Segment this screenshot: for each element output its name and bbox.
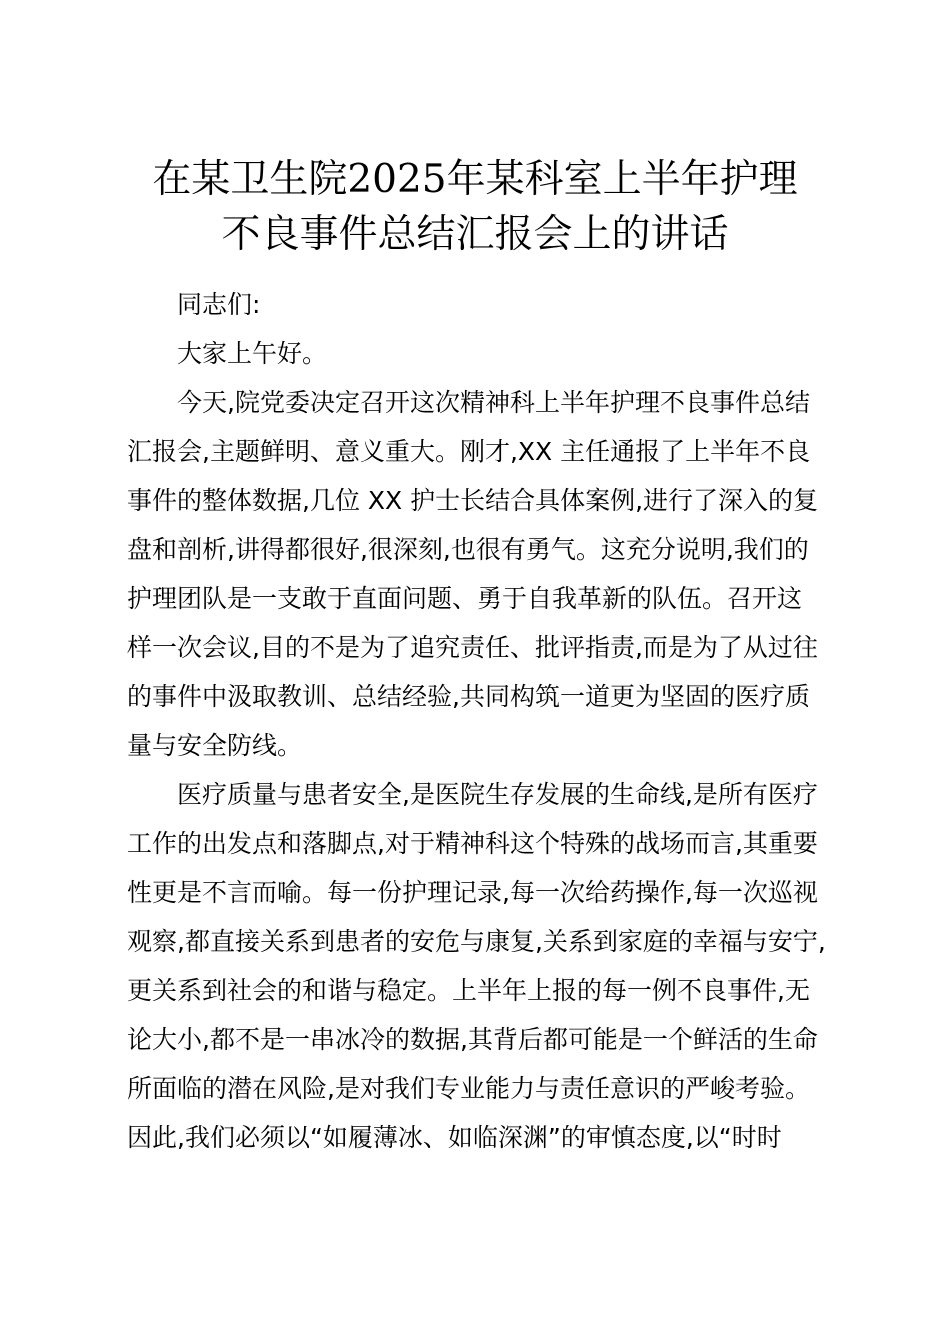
- paragraph-1-line-7: 的事件中汲取教训、总结经验,共同构筑一道更为坚固的医疗质: [127, 682, 810, 711]
- paragraph-2-line-5: 更关系到社会的和谐与稳定。上半年上报的每一例不良事件,无: [127, 976, 810, 1005]
- paragraph-1-line-2: 汇报会,主题鲜明、意义重大。刚才,XX 主任通报了上半年不良: [127, 437, 811, 466]
- paragraph-1-line-6: 样一次会议,目的不是为了追究责任、批评指责,而是为了从过往: [127, 633, 818, 662]
- paragraph-1-line-3: 事件的整体数据,几位 XX 护士长结合具体案例,进行了深入的复: [127, 486, 819, 515]
- paragraph-2-line-6: 论大小,都不是一串冰冷的数据,其背后都可能是一个鲜活的生命: [127, 1025, 818, 1054]
- document-body: [127, 280, 833, 1162]
- salutation: 同志们:: [177, 290, 261, 319]
- paragraph-1-line-8: 量与安全防线。: [127, 731, 303, 760]
- paragraph-1-line-4: 盘和剖析,讲得都很好,很深刻,也很有勇气。这充分说明,我们的: [127, 535, 809, 564]
- paragraph-1-line-5: 护理团队是一支敢于直面问题、勇于自我革新的队伍。召开这: [127, 584, 803, 613]
- paragraph-2-line-2: 工作的出发点和落脚点,对于精神科这个特殊的战场而言,其重要: [127, 829, 818, 858]
- paragraph-2-line-3: 性更是不言而喻。每一份护理记录,每一次给药操作,每一次巡视: [127, 878, 818, 907]
- title-line-2: 不良事件总结汇报会上的讲话: [221, 212, 729, 257]
- title-line-1: 在某卫生院2025年某科室上半年护理: [152, 157, 798, 202]
- paragraph-2-line-7: 所面临的潜在风险,是对我们专业能力与责任意识的严峻考验。: [127, 1074, 810, 1103]
- greeting: 大家上午好。: [177, 339, 328, 368]
- paragraph-2-line-8: 因此,我们必须以“如履薄冰、如临深渊”的审慎态度,以“时时: [127, 1123, 782, 1152]
- document-title: [100, 152, 850, 262]
- paragraph-1-line-1: 今天,院党委决定召开这次精神科上半年护理不良事件总结: [177, 388, 810, 417]
- paragraph-2-line-1: 医疗质量与患者安全,是医院生存发展的生命线,是所有医疗: [177, 780, 818, 809]
- paragraph-2-line-4: 观察,都直接关系到患者的安危与康复,关系到家庭的幸福与安宁,: [127, 927, 826, 956]
